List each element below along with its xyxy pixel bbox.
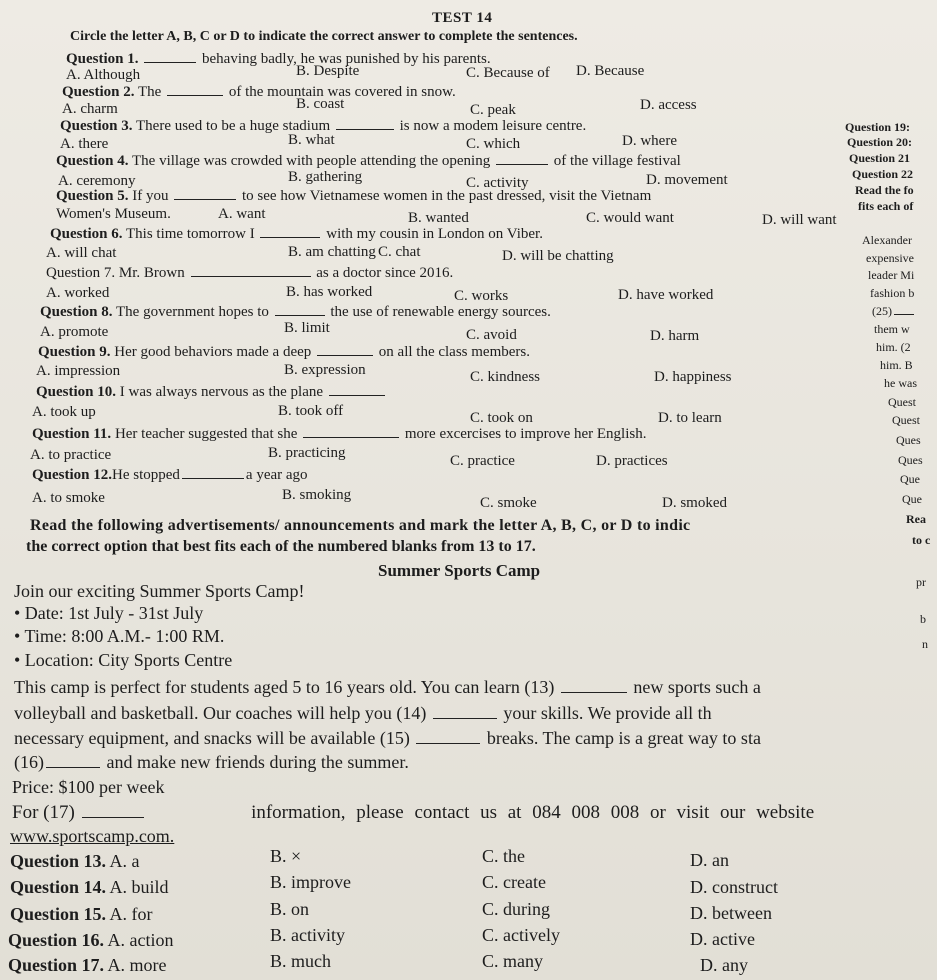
ad-text: For (17) (12, 802, 75, 823)
question-6 (50, 226, 543, 243)
option-d: D. where (622, 133, 677, 149)
option-d: D. smoked (662, 495, 727, 511)
option-c: C. kindness (470, 369, 541, 385)
question-2 (62, 84, 456, 101)
option-c: C. the (482, 846, 525, 866)
option-d: D. between (690, 903, 772, 923)
ad-text: information, please contact us at 084 008 008 or visit our website (251, 802, 815, 823)
option-b: B. on (270, 899, 310, 919)
option-a: A. build (109, 877, 169, 897)
question-label: Question 8. (40, 304, 113, 320)
question-label: Question 10. (36, 384, 117, 400)
option-b: B. practicing (268, 445, 346, 461)
question-stem-pre: Mr. Brown (118, 265, 185, 281)
option-d: D. to learn (658, 410, 722, 426)
ad-paragraph-line-1 (14, 677, 761, 698)
option-c: C. avoid (466, 327, 517, 343)
side-text: Question 20: (847, 135, 913, 149)
ad-paragraph-line-4 (14, 752, 409, 773)
option-a: A. worked (46, 285, 110, 301)
option-b: B. has worked (286, 284, 373, 300)
option-c: C. smoke (480, 495, 537, 511)
option-b: B. limit (284, 320, 330, 336)
answer-blank (496, 163, 548, 165)
question-stem-pre: Her good behaviors made a deep (114, 344, 312, 360)
side-text: Ques (896, 433, 921, 447)
test-title: TEST 14 (432, 10, 493, 26)
question-stem-pre: The government hopes to (116, 304, 269, 320)
option-c: C. many (482, 951, 543, 971)
question-7 (46, 265, 453, 282)
side-text-part: (25) (872, 304, 892, 318)
question-stem: to see how Vietnamese women in the past dressed, visit the Vietnam (242, 188, 652, 204)
option-a: A. action (107, 930, 174, 950)
question-15 (10, 904, 153, 925)
question-17 (8, 955, 167, 976)
side-text: them w (874, 322, 910, 336)
answer-blank (260, 236, 320, 238)
question-16 (8, 930, 174, 951)
side-text: Que (902, 492, 922, 506)
option-c: C. during (482, 899, 551, 919)
option-a: A. for (109, 904, 153, 924)
question-stem-pre: The village was crowded with people attending the opening (132, 153, 491, 169)
question-label: Question 6. (50, 226, 123, 242)
question-stem: is now a modem leisure centre. (399, 118, 587, 134)
question-13 (10, 851, 140, 872)
question-stem-pre: The (138, 84, 162, 100)
option-c: C. which (466, 136, 521, 152)
option-a: A. took up (32, 404, 96, 420)
option-d: D. have worked (618, 287, 714, 303)
question-stem: on all the class members. (378, 344, 530, 360)
answer-blank (275, 314, 325, 316)
ad-text: and make new friends during the summer. (106, 752, 409, 772)
question-label: Question 15. (10, 904, 107, 924)
option-b: B. expression (284, 362, 366, 378)
option-b: B. what (288, 132, 335, 148)
option-a: A. more (107, 955, 167, 975)
question-label: Question 1. (66, 51, 139, 67)
option-c: C. practice (450, 453, 515, 469)
option-a: A. a (109, 851, 140, 871)
answer-blank (303, 436, 399, 438)
ad-website: www.sportscamp.com. (10, 826, 175, 846)
question-label: Question 3. (60, 118, 133, 134)
ad-price: Price: $100 per week (12, 777, 165, 797)
side-text: Question 22 (852, 167, 914, 181)
ad-heading: Summer Sports Camp (378, 561, 541, 580)
question-stem: with my cousin in London on Viber. (326, 226, 543, 242)
ad-location: • Location: City Sports Centre (14, 650, 233, 670)
option-c: C. actively (482, 925, 560, 945)
side-text: expensive (866, 251, 914, 265)
option-a: A. charm (62, 101, 118, 117)
ad-text: necessary equipment, and snacks will be available (15) (14, 728, 410, 748)
ad-intro: Join our exciting Summer Sports Camp! (14, 581, 305, 601)
ad-text: your skills. We provide all th (503, 703, 712, 723)
side-text: fits each of (858, 199, 914, 213)
answer-blank (329, 394, 385, 396)
side-text: he was (884, 376, 917, 390)
question-stem: more excercises to improve her English. (404, 426, 647, 442)
ad-text: This camp is perfect for students aged 5 to 16 years old. You can learn (13) (14, 677, 555, 697)
ad-date: • Date: 1st July - 31st July (14, 603, 204, 623)
question-stem: the use of renewable energy sources. (330, 304, 551, 320)
option-b: B. am chatting (288, 244, 376, 260)
side-text: n (922, 637, 928, 651)
question-1 (66, 51, 491, 68)
side-text: fashion b (870, 286, 915, 300)
side-text: pr (916, 575, 926, 589)
question-stem-pre: I was always nervous as the plane (119, 384, 324, 400)
option-b: B. Despite (296, 63, 360, 79)
option-b: B. gathering (288, 169, 363, 185)
option-a: A. impression (36, 363, 121, 379)
question-stem-pre: If you (132, 188, 169, 204)
option-c: C. would want (586, 210, 674, 226)
option-b: B. coast (296, 96, 345, 112)
option-a: A. want (218, 206, 266, 222)
option-b: B. took off (278, 403, 344, 419)
answer-blank-13 (561, 691, 627, 693)
question-12 (32, 467, 308, 484)
answer-blank (174, 198, 236, 200)
question-11 (32, 426, 646, 443)
option-d: D. active (690, 929, 755, 949)
answer-blank-17 (82, 816, 144, 818)
ad-text: new sports such a (633, 677, 761, 697)
question-14 (10, 877, 169, 898)
side-text: to c (912, 533, 931, 547)
option-d: D. happiness (654, 369, 732, 385)
ad-contact-line (12, 802, 814, 824)
ad-text: breaks. The camp is a great way to sta (486, 728, 761, 748)
question-stem: a year ago (245, 467, 308, 483)
option-d: D. Because (576, 63, 645, 79)
question-stem-pre: This time tomorrow I (126, 226, 255, 242)
answer-blank (182, 477, 244, 479)
question-label: Question 9. (38, 344, 111, 360)
side-text: Question 19: (845, 120, 911, 134)
option-a: A. promote (40, 324, 109, 340)
option-d: D. an (690, 850, 729, 870)
question-stem: of the village festival (553, 153, 681, 169)
question-4 (56, 153, 681, 170)
side-text: Quest (892, 413, 920, 427)
question-9 (38, 344, 530, 361)
reading-instruction-2: the correct option that best fits each of the numbered blanks from 13 to 17. (26, 538, 536, 555)
option-c: C. Because of (466, 65, 550, 81)
option-b: B. activity (270, 925, 345, 945)
option-d: D. access (640, 97, 697, 113)
ad-text: (16) (14, 752, 44, 772)
question-5 (56, 188, 651, 205)
question-8 (40, 304, 551, 321)
question-stem-pre: There used to be a huge stadium (136, 118, 331, 134)
question-10 (36, 384, 387, 401)
option-d: D. will want (762, 212, 837, 228)
question-label: Question 13. (10, 851, 107, 871)
option-a: A. Although (66, 67, 141, 83)
instruction: Circle the letter A, B, C or D to indicate the correct answer to complete the sentences. (70, 29, 578, 44)
question-stem: of the mountain was covered in snow. (228, 84, 456, 100)
option-d: D. practices (596, 453, 668, 469)
side-text: Alexander (862, 233, 912, 247)
answer-blank-15 (416, 742, 480, 744)
side-text: Quest (888, 395, 916, 409)
answer-blank-16 (46, 766, 100, 768)
option-d: D. movement (646, 172, 728, 188)
answer-blank (317, 354, 373, 356)
side-text: Que (900, 472, 920, 486)
ad-paragraph-line-3 (14, 728, 761, 749)
option-b: B. × (270, 846, 302, 866)
question-label: Question 7. (46, 265, 116, 281)
option-a: A. there (60, 136, 109, 152)
side-text: Question 21 (849, 151, 911, 165)
option-d: D. any (700, 955, 748, 975)
option-a: A. ceremony (58, 173, 136, 189)
ad-paragraph-line-2 (14, 703, 712, 724)
answer-blank (336, 128, 394, 130)
question-label: Question 5. (56, 188, 129, 204)
answer-blank-14 (433, 717, 497, 719)
question-label: Question 16. (8, 930, 105, 950)
option-c: C. chat (378, 244, 421, 260)
option-c: C. took on (470, 410, 533, 426)
question-stem-pre: He stopped (112, 467, 180, 483)
option-a: A. to practice (30, 447, 112, 463)
side-text: Read the fo (855, 183, 914, 197)
question-5-continued: Women's Museum. (56, 206, 171, 222)
side-text: him. B (880, 358, 913, 372)
side-text: leader Mi (868, 268, 915, 282)
option-c: C. works (454, 288, 509, 304)
option-d: D. will be chatting (502, 248, 614, 264)
option-c: C. peak (470, 102, 516, 118)
answer-blank (894, 313, 914, 315)
side-text: him. (2 (876, 340, 911, 354)
question-label: Question 11. (32, 426, 112, 442)
answer-blank (167, 94, 223, 96)
side-text: Ques (898, 453, 923, 467)
option-d: D. construct (690, 877, 778, 897)
question-label: Question 2. (62, 84, 135, 100)
option-a: A. to smoke (32, 490, 105, 506)
option-a: A. will chat (46, 245, 117, 261)
option-b: B. smoking (282, 487, 352, 503)
reading-instruction: Read the following advertisements/ announcements and mark the letter A, B, C, or D to indic (30, 517, 691, 534)
option-c: C. activity (466, 175, 529, 191)
question-stem: as a doctor since 2016. (316, 265, 454, 281)
side-text: Rea (906, 512, 926, 526)
ad-time: • Time: 8:00 A.M.- 1:00 RM. (14, 626, 225, 646)
answer-blank (191, 275, 311, 277)
option-b: B. much (270, 951, 331, 971)
option-b: B. wanted (408, 210, 469, 226)
side-text: b (920, 612, 926, 626)
question-stem: behaving badly, he was punished by his parents. (202, 51, 491, 67)
option-c: C. create (482, 872, 546, 892)
question-label: Question 17. (8, 955, 105, 975)
side-text (872, 304, 916, 319)
question-label: Question 14. (10, 877, 107, 897)
question-label: Question 12. (32, 467, 113, 483)
option-d: D. harm (650, 328, 700, 344)
answer-blank (144, 61, 196, 63)
option-b: B. improve (270, 872, 351, 892)
ad-text: volleyball and basketball. Our coaches will help you (14) (14, 703, 427, 723)
question-stem-pre: Her teacher suggested that she (114, 426, 298, 442)
question-label: Question 4. (56, 153, 129, 169)
